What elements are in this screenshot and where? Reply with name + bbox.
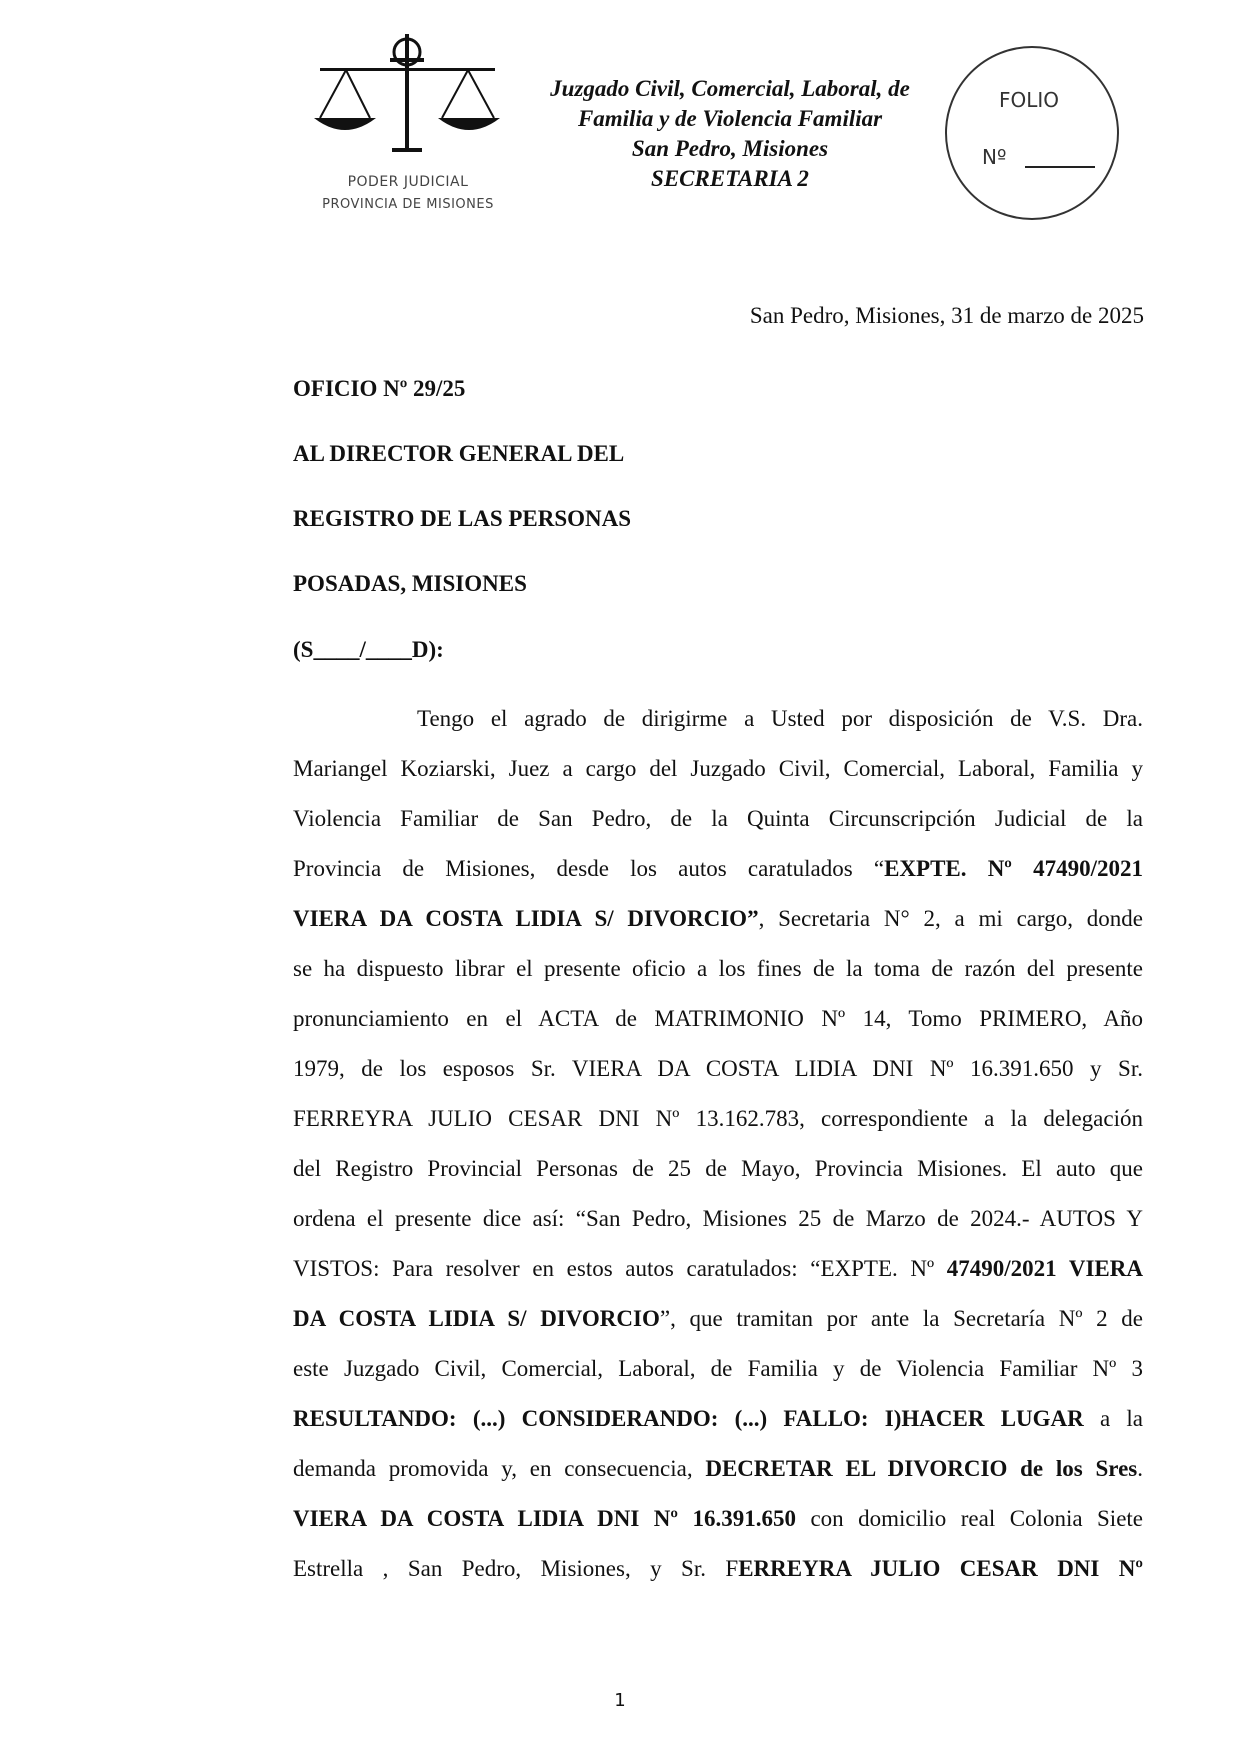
body-text-segment: ordena el presente dice así: “San Pedro, Misiones 25 de Marzo de 2024.- AUTOS Y bbox=[293, 1206, 1143, 1231]
body-text-bold-segment: VIERA DA COSTA LIDIA S/ DIVORCIO” bbox=[293, 906, 759, 931]
logo-text-poder-judicial: PODER JUDICIAL bbox=[347, 174, 469, 190]
body-text-bold-segment: 47490/2021 VIERA bbox=[946, 1256, 1143, 1281]
body-text-segment: 1979, de los esposos Sr. VIERA DA COSTA LIDIA DNI Nº 16.391.650 y Sr. bbox=[293, 1056, 1143, 1081]
folio-number-label: Nº bbox=[982, 145, 1007, 169]
body-text-segment: con domicilio real Colonia Siete bbox=[795, 1506, 1144, 1531]
body-text-segment: Violencia Familiar de San Pedro, de la Quinta Circunscripción Judicial de la bbox=[293, 806, 1143, 831]
court-header-line: Juzgado Civil, Comercial, Laboral, de bbox=[550, 76, 910, 101]
body-text-line bbox=[293, 1354, 1143, 1404]
body-text-segment: a la bbox=[1083, 1406, 1143, 1431]
body-text-line bbox=[293, 904, 1143, 954]
scales-of-justice-icon bbox=[308, 30, 508, 170]
court-header-line: Familia y de Violencia Familiar bbox=[577, 106, 883, 131]
body-text-bold-segment: ERREYRA JULIO CESAR DNI Nº bbox=[738, 1556, 1143, 1581]
body-text-bold-segment: EXPTE. Nº 47490/2021 bbox=[884, 856, 1143, 881]
body-paragraph bbox=[293, 704, 1143, 1604]
body-text-segment: ”, que tramitan por ante la Secretaría Nº 2 de bbox=[659, 1306, 1143, 1331]
body-text-segment: del Registro Provincial Personas de 25 de Mayo, Provincia Misiones. El auto que bbox=[293, 1156, 1143, 1181]
folio-stamp bbox=[945, 46, 1119, 220]
body-text-line bbox=[293, 1554, 1143, 1604]
body-text-line bbox=[293, 1254, 1143, 1304]
addressee-line: AL DIRECTOR GENERAL DEL bbox=[293, 441, 625, 466]
body-text-line bbox=[293, 754, 1143, 804]
body-text-line bbox=[293, 1054, 1143, 1104]
body-text-segment: FERREYRA JULIO CESAR DNI Nº 13.162.783, correspondiente a la delegación bbox=[293, 1106, 1143, 1131]
body-text-line bbox=[293, 1004, 1143, 1054]
body-text-line bbox=[293, 1504, 1143, 1554]
body-text-segment: Tengo el agrado de dirigirme a Usted por disposición de V.S. Dra. bbox=[417, 706, 1143, 731]
body-text-line bbox=[293, 1154, 1143, 1204]
addressee-line: REGISTRO DE LAS PERSONAS bbox=[293, 506, 632, 531]
court-header-line: San Pedro, Misiones bbox=[631, 136, 829, 161]
folio-number-blank bbox=[1025, 166, 1095, 168]
body-text-segment: , Secretaria N° 2, a mi cargo, donde bbox=[758, 906, 1143, 931]
body-text-line bbox=[293, 1304, 1143, 1354]
body-text-line bbox=[293, 954, 1143, 1004]
body-text-bold-segment: DECRETAR EL DIVORCIO de los Sres bbox=[705, 1456, 1138, 1481]
court-header-line: SECRETARIA 2 bbox=[651, 166, 809, 191]
page-number: 1 bbox=[614, 1690, 626, 1711]
body-text-bold-segment: DA COSTA LIDIA S/ DIVORCIO bbox=[293, 1306, 660, 1331]
addressee-line: POSADAS, MISIONES bbox=[293, 571, 527, 596]
folio-label: FOLIO bbox=[999, 88, 1060, 112]
body-text-segment: Provincia de Misiones, desde los autos caratulados “ bbox=[293, 856, 885, 881]
document-date: San Pedro, Misiones, 31 de marzo de 2025 bbox=[749, 303, 1144, 328]
body-text-segment: pronunciamiento en el ACTA de MATRIMONIO Nº 14, Tomo PRIMERO, Año bbox=[293, 1006, 1143, 1031]
body-text-segment: . bbox=[1137, 1456, 1143, 1481]
body-text-line bbox=[293, 1204, 1143, 1254]
body-text-bold-segment: RESULTANDO: (...) CONSIDERANDO: (...) FALLO: I)HACER LUGAR bbox=[293, 1406, 1084, 1431]
body-text-line bbox=[293, 854, 1143, 904]
body-text-segment: Mariangel Koziarski, Juez a cargo del Juzgado Civil, Comercial, Laboral, Familia y bbox=[293, 756, 1143, 781]
salutation: (S____/____D): bbox=[293, 637, 444, 662]
body-text-bold-segment: VIERA DA COSTA LIDIA DNI Nº 16.391.650 bbox=[293, 1506, 796, 1531]
logo-text-provincia: PROVINCIA DE MISIONES bbox=[322, 197, 494, 212]
body-text-line bbox=[293, 704, 1143, 754]
oficio-number: OFICIO Nº 29/25 bbox=[293, 376, 466, 401]
body-text-segment: Estrella , San Pedro, Misiones, y Sr. F bbox=[293, 1556, 739, 1581]
body-text-segment: demanda promovida y, en consecuencia, bbox=[293, 1456, 706, 1481]
body-text-segment: este Juzgado Civil, Comercial, Laboral, de Familia y de Violencia Familiar Nº 3 bbox=[293, 1356, 1143, 1381]
body-text-line bbox=[293, 1454, 1143, 1504]
court-header bbox=[500, 74, 960, 194]
body-text-line bbox=[293, 804, 1143, 854]
judicial-seal-logo bbox=[308, 30, 508, 222]
body-text-line bbox=[293, 1404, 1143, 1454]
body-text-line bbox=[293, 1104, 1143, 1154]
body-text-segment: se ha dispuesto librar el presente oficio a los fines de la toma de razón del presente bbox=[293, 956, 1143, 981]
body-text-segment: VISTOS: Para resolver en estos autos caratulados: “EXPTE. Nº bbox=[293, 1256, 947, 1281]
